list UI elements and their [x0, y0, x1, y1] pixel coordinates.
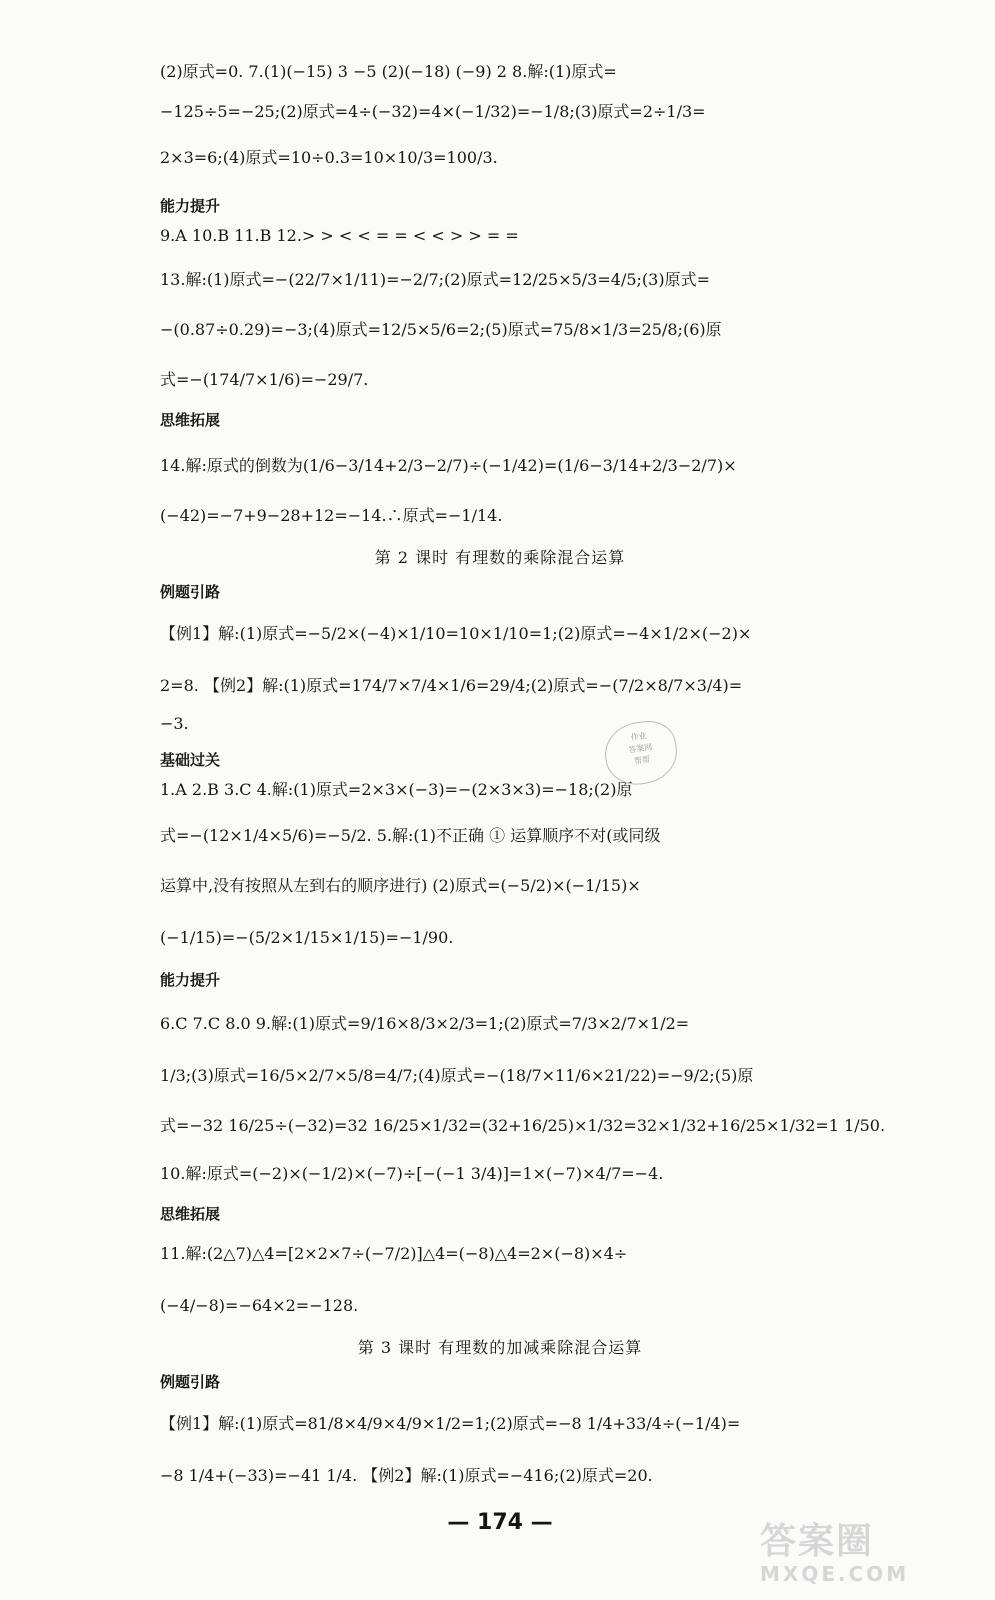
- text-line: 2=8. 【例2】解:(1)原式=174/7×7/4×1/6=29/4;(2)原式=−(7/2×8/7×3/4)=: [160, 676, 743, 695]
- section-heading: 例题引路: [160, 1373, 221, 1391]
- text-line: 6.C 7.C 8.0 9.解:(1)原式=9/16×8/3×2/3=1;(2)原式=7/3×2/7×1/2=: [160, 1014, 690, 1033]
- stamp-text: 帮帮: [633, 754, 651, 766]
- text-line: −3.: [160, 714, 189, 733]
- text-line: 14.解:原式的倒数为(1/6−3/14+2/3−2/7)÷(−1/42)=(1/6−3/14+2/3−2/7)×: [160, 456, 737, 475]
- text-line: 10.解:原式=(−2)×(−1/2)×(−7)÷[−(−1 3/4)]=1×(−7)×4/7=−4.: [160, 1164, 664, 1183]
- section-heading: 能力提升: [160, 971, 221, 989]
- lesson-title: 第 3 课时 有理数的加减乘除混合运算: [357, 1338, 643, 1357]
- text-line: 运算中,没有按照从左到右的顺序进行) (2)原式=(−5/2)×(−1/15)×: [160, 876, 641, 895]
- text-line: 1/3;(3)原式=16/5×2/7×5/8=4/7;(4)原式=−(18/7×11/6×21/22)=−9/2;(5)原: [160, 1066, 754, 1085]
- section-heading: 能力提升: [160, 197, 221, 215]
- page-number: — 174 —: [447, 1510, 553, 1535]
- text-line: 【例1】解:(1)原式=−5/2×(−4)×1/10=10×1/10=1;(2)原式=−4×1/2×(−2)×: [160, 624, 752, 643]
- text-line: 2×3=6;(4)原式=10÷0.3=10×10/3=100/3.: [160, 148, 498, 167]
- stamp-text: 答案网: [627, 742, 653, 755]
- text-line: −8 1/4+(−33)=−41 1/4. 【例2】解:(1)原式=−416;(2)原式=20.: [160, 1466, 653, 1485]
- section-heading: 思维拓展: [160, 411, 221, 429]
- stamp-text: 作业: [630, 731, 648, 743]
- text-line: (−1/15)=−(5/2×1/15×1/15)=−1/90.: [160, 928, 454, 947]
- section-heading: 基础过关: [160, 751, 221, 769]
- text-line: 式=−(12×1/4×5/6)=−5/2. 5.解:(1)不正确 ① 运算顺序不对(或同级: [160, 826, 661, 845]
- watermark-logo: [760, 1522, 985, 1594]
- section-heading: 思维拓展: [160, 1205, 221, 1223]
- text-line: −125÷5=−25;(2)原式=4÷(−32)=4×(−1/32)=−1/8;(3)原式=2÷1/3=: [160, 102, 706, 121]
- text-line: 9.A 10.B 11.B 12.> > < < = = < < > > = =: [160, 226, 519, 245]
- watermark-en: MXQE.COM: [760, 1562, 910, 1586]
- text-line: −(0.87÷0.29)=−3;(4)原式=12/5×5/6=2;(5)原式=75/8×1/3=25/8;(6)原: [160, 320, 722, 339]
- text-line: (2)原式=0. 7.(1)(−15) 3 −5 (2)(−18) (−9) 2 8.解:(1)原式=: [160, 62, 617, 81]
- section-heading: 例题引路: [160, 583, 221, 601]
- text-line: 式=−32 16/25÷(−32)=32 16/25×1/32=(32+16/25)×1/32=32×1/32+16/25×1/32=1 1/50.: [160, 1116, 886, 1135]
- text-line: (−4/−8)=−64×2=−128.: [160, 1296, 359, 1315]
- text-line: 【例1】解:(1)原式=81/8×4/9×4/9×1/2=1;(2)原式=−8 1/4+33/4÷(−1/4)=: [160, 1414, 741, 1433]
- text-line: 13.解:(1)原式=−(22/7×1/11)=−2/7;(2)原式=12/25×5/3=4/5;(3)原式=: [160, 270, 710, 289]
- text-line: 式=−(174/7×1/6)=−29/7.: [160, 370, 369, 389]
- text-line: 1.A 2.B 3.C 4.解:(1)原式=2×3×(−3)=−(2×3×3)=−18;(2)原: [160, 780, 633, 799]
- lesson-title: 第 2 课时 有理数的乘除混合运算: [374, 548, 626, 567]
- text-line: (−42)=−7+9−28+12=−14.∴原式=−1/14.: [160, 506, 503, 525]
- text-line: 11.解:(2△7)△4=[2×2×7÷(−7/2)]△4=(−8)△4=2×(−8)×4÷: [160, 1244, 628, 1263]
- watermark-cn: 答案圈: [760, 1521, 875, 1562]
